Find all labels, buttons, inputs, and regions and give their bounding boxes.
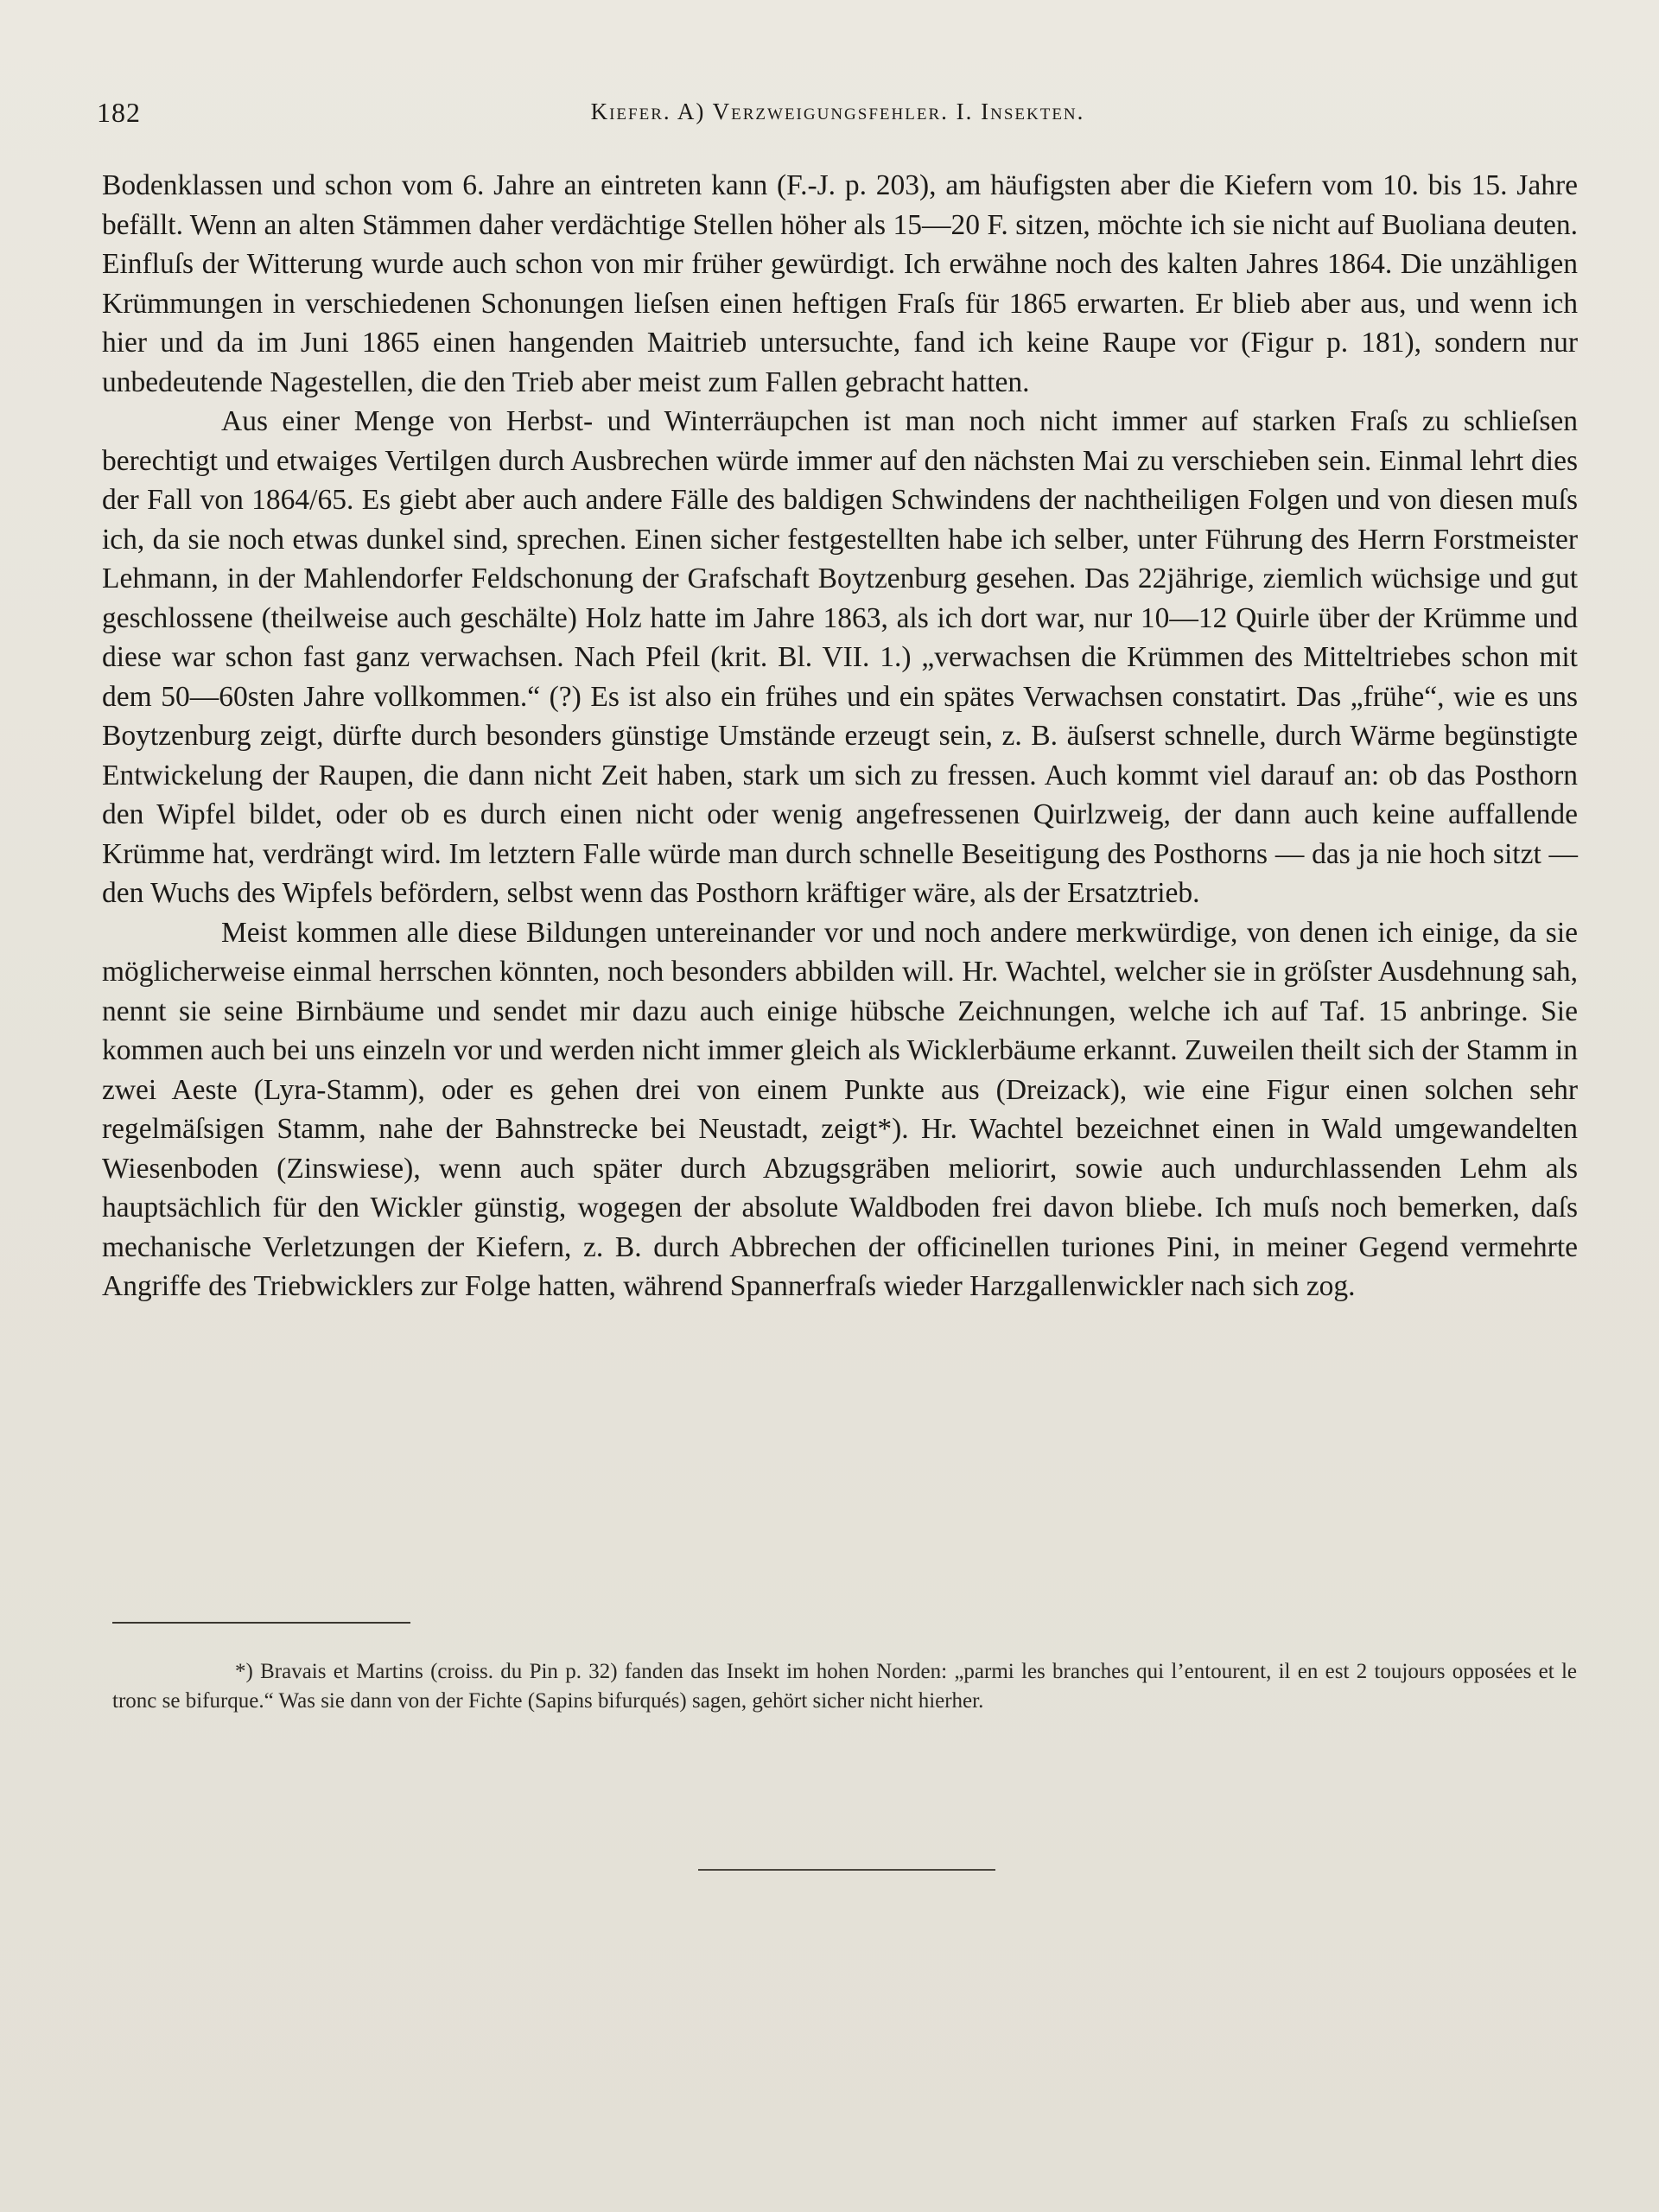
footnote	[112, 1657, 1577, 1716]
paragraph-2: Aus einer Menge von Herbst- und Winterräupchen ist man noch nicht immer auf starken Fraſs zu schlieſsen berechtigt und etwaiges Vertilgen durch Ausbrechen würde immer auf den nächsten Mai zu verschieben sein. Einmal lehrt dies der Fall von 1864/65. Es giebt aber auch andere Fälle des baldigen Schwindens der nachtheiligen Folgen und von diesen muſs ich, da sie noch etwas dunkel sind, sprechen. Einen sicher festgestellten habe ich selber, unter Führung des Herrn Forstmeister Lehmann, in der Mahlendorfer Feldschonung der Grafschaft Boytzenburg gesehen. Das 22jährige, ziemlich wüchsige und gut geschlossene (theilweise auch geschälte) Holz hatte im Jahre 1863, als ich dort war, nur 10—12 Quirle über der Krümme und diese war schon fast ganz verwachsen. Nach Pfeil (krit. Bl. VII. 1.) „verwachsen die Krümmen des Mitteltriebes schon mit dem 50—60sten Jahre vollkommen.“ (?) Es ist also ein frühes und ein spätes Verwachsen constatirt. Das „frühe“, wie es uns Boytzenburg zeigt, dürfte durch besonders günstige Umstände erzeugt sein, z. B. äuſserst schnelle, durch Wärme begünstigte Entwickelung der Raupen, die dann nicht Zeit haben, stark um sich zu fressen. Auch kommt viel darauf an: ob das Posthorn den Wipfel bildet, oder ob es durch einen nicht oder wenig angefressenen Quirlzweig, der dann auch keine auffallende Krümme hat, verdrängt wird. Im letztern Falle würde man durch schnelle Beseitigung des Posthorns — das ja nie hoch sitzt — den Wuchs des Wipfels befördern, selbst wenn das Posthorn kräftiger wäre, als der Ersatztrieb.	[102, 405, 1578, 909]
paragraph-1: Bodenklassen und schon vom 6. Jahre an eintreten kann (F.-J. p. 203), am häufigsten aber die Kiefern vom 10. bis 15. Jahre befällt. Wenn an alten Stämmen daher verdächtige Stellen höher als 15—20 F. sitzen, möchte ich sie nicht auf Buoliana deuten. Einfluſs der Witterung wurde auch schon von mir früher gewürdigt. Ich erwähne noch des kalten Jahres 1864. Die unzähligen Krümmungen in verschiedenen Schonungen lieſsen einen heftigen Fraſs für 1865 erwarten. Er blieb aber aus, und wenn ich hier und da im Juni 1865 einen hangenden Maitrieb untersuchte, fand ich keine Raupe vor (Figur p. 181), sondern nur unbedeutende Nagestellen, die den Trieb aber meist zum Fallen gebracht hatten.	[102, 169, 1578, 398]
running-head-title: Kiefer. A) Verzweigungsfehler. I. Insekten.	[590, 99, 1085, 124]
paragraph-3: Meist kommen alle diese Bildungen untereinander vor und noch andere merkwürdige, von denen ich einige, da sie möglicherweise einmal herrschen könnten, noch besonders abbilden will. Hr. Wachtel, welcher sie in gröſster Ausdehnung sah, nennt sie seine Birnbäume und sendet mir dazu auch einige hübsche Zeichnungen, welche ich auf Taf. 15 anbringe. Sie kommen auch bei uns einzeln vor und werden nicht immer gleich als Wicklerbäume erkannt. Zuweilen theilt sich der Stamm in zwei Aeste (Lyra-Stamm), oder es gehen drei von einem Punkte aus (Dreizack), wie eine Figur einen solchen sehr regelmäſsigen Stamm, nahe der Bahnstrecke bei Neustadt, zeigt*). Hr. Wachtel bezeichnet einen in Wald umgewandelten Wiesenboden (Zinswiese), wenn auch später durch Abzugsgräben meliorirt, sowie auch undurchlassenden Lehm als hauptsächlich für den Wickler günstig, wogegen der absolute Waldboden frei davon bliebe. Ich muſs noch bemerken, daſs mechanische Verletzungen der Kiefern, z. B. durch Abbrechen der officinellen turiones Pini, in meiner Gegend vermehrte Angriffe des Triebwicklers zur Folge hatten, während Spannerfraſs wieder Harzgallenwickler nach sich zog.	[102, 916, 1578, 1302]
page-number: 182	[97, 97, 141, 128]
footnote-text: *) Bravais et Martins (croiss. du Pin p. 32) fanden das Insekt im hohen Norden: „parmi les branches qui l’entourent, il en est 2 toujours opposées et le tronc se bifurque.“ Was sie dann von der Fichte (Sapins bifurqués) sagen, gehört sicher nicht hierher.	[112, 1660, 1577, 1713]
end-divider	[698, 1869, 995, 1871]
running-head	[97, 97, 1579, 138]
main-text	[102, 166, 1578, 1306]
footnote-divider	[112, 1622, 410, 1624]
